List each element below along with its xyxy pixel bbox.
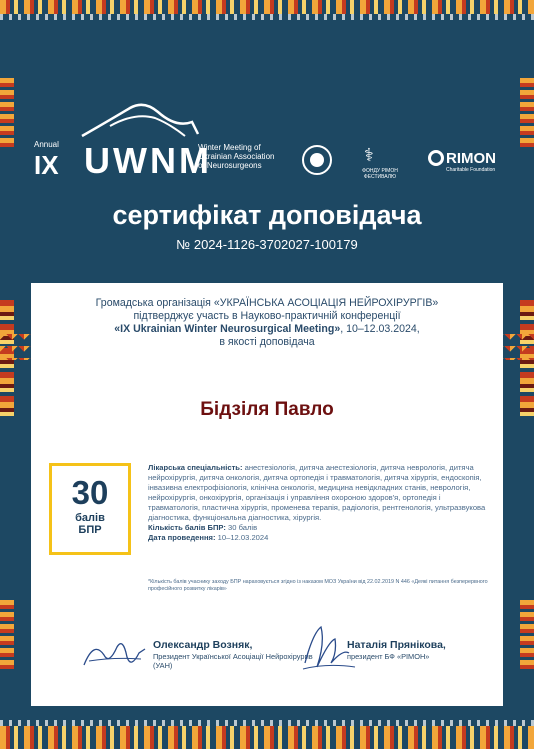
score-badge bbox=[49, 463, 131, 555]
intro-text bbox=[31, 297, 503, 349]
ornament-left-2 bbox=[0, 300, 14, 420]
recipient-name: Бідзіля Павло bbox=[200, 399, 334, 420]
score-label-2: БПР bbox=[78, 524, 102, 536]
conference-name: «IX Ukrainian Winter Neurosurgical Meeting» bbox=[114, 323, 341, 335]
rimon-logo-text: RIMON bbox=[446, 150, 496, 167]
signer-2-name: Наталія Прянікова, bbox=[347, 639, 446, 651]
footnote: *Кількість балів учаснику заходу БПР нараховується згідно із наказом МОЗ України від 22.02.2019 N 446 «Деякі питання безперервного професійного розвитку лікарів» bbox=[148, 579, 488, 592]
date-label: Дата проведення: bbox=[148, 533, 216, 542]
uwnm-logo-text: UWNM bbox=[84, 140, 212, 181]
intro-line-3 bbox=[31, 323, 503, 336]
intro-line-2: підтверджує участь в Науково-практичній конференції bbox=[133, 310, 401, 322]
points-value: 30 балів bbox=[228, 523, 258, 532]
intro-line-4: в якості доповідача bbox=[219, 336, 315, 348]
ornament-right-3 bbox=[520, 600, 534, 670]
score-value: 30 bbox=[71, 474, 109, 511]
fund-logo-icon: ⚕ bbox=[364, 145, 374, 165]
rimon-logo-subtitle: Charitable Foundation bbox=[446, 167, 496, 173]
ornament-right-1 bbox=[520, 78, 534, 148]
points-label: Кількість балів БПР: bbox=[148, 523, 226, 532]
edition-label: IX bbox=[34, 150, 59, 180]
fund-logo-text: ФОНДУ РІМОН ФЕСТИВАЛЮ bbox=[362, 168, 398, 180]
ornament-right-2 bbox=[520, 300, 534, 420]
details-block bbox=[148, 463, 488, 543]
signer-1-name: Олександр Возняк, bbox=[153, 639, 253, 651]
intro-line-1: Громадська організація «УКРАЇНСЬКА АСОЦІАЦІЯ НЕЙРОХІРУРГІВ» bbox=[95, 297, 439, 309]
mountain-logo-icon bbox=[80, 98, 200, 138]
ornament-top-dots bbox=[0, 14, 534, 20]
uwnm-logo-subtitle: Winter Meeting of Ukrainian Association of Neurosurgeons bbox=[198, 143, 275, 170]
specialty-line bbox=[148, 463, 488, 523]
score-label-1: балів bbox=[75, 512, 105, 524]
date-line bbox=[148, 533, 488, 543]
ornament-bottom bbox=[0, 726, 534, 749]
specialty-label: Лікарська спеціальність: bbox=[148, 463, 243, 472]
certificate-title: сертифікат доповідача bbox=[112, 200, 422, 230]
signer-2-role: президент БФ «РІМОН» bbox=[347, 652, 430, 661]
points-line bbox=[148, 523, 488, 533]
annual-label: Annual bbox=[34, 140, 59, 149]
certificate-number: № 2024-1126-3702027-100179 bbox=[176, 237, 358, 252]
signature-1-icon bbox=[79, 635, 149, 675]
signer-1-role: Президент Української Асоціації Нейрохірургів (УАН) bbox=[153, 652, 313, 670]
conference-dates: , 10–12.03.2024, bbox=[340, 323, 420, 335]
ornament-top bbox=[0, 0, 534, 14]
ornament-left-3 bbox=[0, 600, 14, 670]
association-seal-icon bbox=[302, 145, 332, 175]
certificate-card bbox=[31, 283, 503, 706]
rimon-logo-icon bbox=[428, 150, 444, 166]
date-value: 10–12.03.2024 bbox=[217, 533, 269, 542]
specialty-text: анестезіологія, дитяча анестезіологія, дитяча неврологія, дитяча нейрохірургія, дитяча онкологія, дитяча ортопедія і травматологія, дитяча хірургія, ендоскопія, інвазивна електрофізіологія, клінічна онкологія, медицина невідкладних станів, неврологія, нейрохірургія, онкохірургія, організація і управління охороною здоров'я, ортопедія і травматологія, пластична хірургія, променева терапія, радіологія, рентгенологія, ультразвукова діагностика, функціональна діагностика, хірургія. bbox=[148, 463, 486, 522]
ornament-left-1 bbox=[0, 78, 14, 148]
